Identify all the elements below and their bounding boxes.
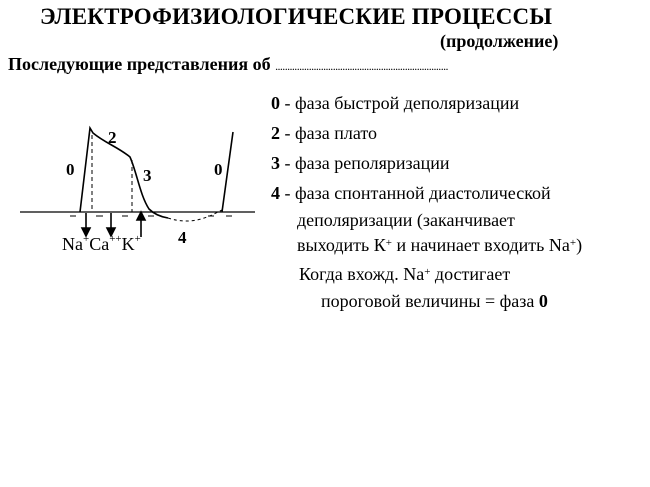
phase-item <box>271 88 646 118</box>
phase-list <box>271 88 646 258</box>
note-phase-number: 0 <box>538 291 548 311</box>
ion-k: K <box>121 234 135 254</box>
ion-labels <box>62 233 141 254</box>
phase-item <box>271 178 646 258</box>
ion-na-charge: + <box>83 233 90 245</box>
phase-text: - фаза плато <box>284 123 378 143</box>
next-upstroke-line <box>222 132 233 212</box>
phase-text: - фаза быстрой деполяризации <box>284 93 520 113</box>
lead-blank: ........................................................................ <box>275 59 448 73</box>
phase-first-line <box>271 178 646 208</box>
ion-na: Na <box>62 234 83 254</box>
note-text: пороговой величины = фаза <box>321 291 539 311</box>
slide-title: ЭЛЕКТРОФИЗИОЛОГИЧЕСКИЕ ПРОЦЕССЫ <box>40 4 553 29</box>
label-phase-3: 3 <box>143 166 152 185</box>
label-phase-2: 2 <box>108 128 117 147</box>
phase-continuation-1: деполяризации (заканчивает <box>297 210 515 230</box>
note-line-2 <box>299 288 548 315</box>
na-charge: + <box>569 237 577 249</box>
phase-text: - фаза реполяризации <box>284 153 450 173</box>
phase-continuation-2 <box>271 233 646 258</box>
label-phase-4: 4 <box>178 228 187 247</box>
phase-number: 0 <box>271 93 280 113</box>
lead-text: Последующие представления об <box>8 54 271 74</box>
phase-number: 4 <box>271 183 280 203</box>
phase-cont-text: ) <box>576 235 583 255</box>
k-charge: + <box>385 237 392 249</box>
phase-number: 2 <box>271 123 280 143</box>
note-line-1 <box>299 261 548 288</box>
na-charge: + <box>424 266 431 278</box>
note-text: Когда вхожд. Na <box>299 264 425 284</box>
action-potential-diagram <box>0 115 270 275</box>
phase-text: - фаза спонтанной диастолической <box>284 183 551 203</box>
ion-k-charge: + <box>134 233 141 245</box>
phase-cont-text: и начинает входить Na <box>391 235 570 255</box>
ion-ca-charge: ++ <box>109 233 122 245</box>
threshold-note <box>299 261 548 315</box>
ion-ca: Ca <box>89 234 110 254</box>
label-phase-0-left: 0 <box>66 160 75 179</box>
phase-cont-text: выходить К <box>297 235 386 255</box>
phase-item <box>271 148 646 178</box>
lead-line <box>8 54 448 75</box>
phase-number: 3 <box>271 153 280 173</box>
phase-item <box>271 118 646 148</box>
slide-subtitle: (продолжение) <box>440 31 559 51</box>
action-potential-curve <box>80 128 168 218</box>
note-text: достигает <box>430 264 511 284</box>
label-phase-0-right: 0 <box>214 160 223 179</box>
